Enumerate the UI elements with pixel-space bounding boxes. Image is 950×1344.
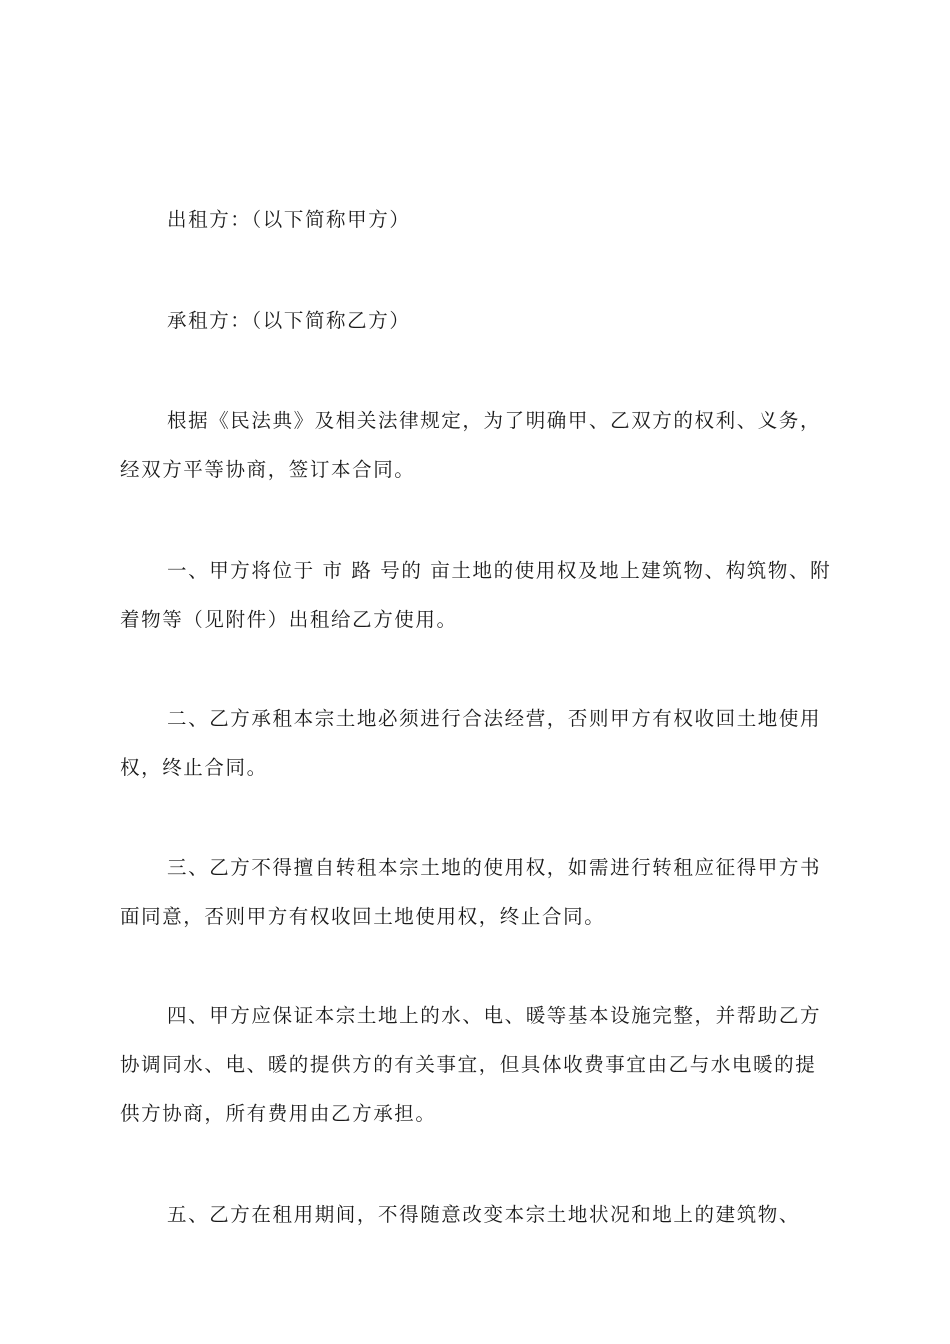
clause-3: 三、乙方不得擅自转租本宗土地的使用权，如需进行转租应征得甲方书面同意，否则甲方有权收回土地使用权，终止合同。: [120, 856, 822, 928]
clause-5: 五、乙方在租用期间，不得随意改变本宗土地状况和地上的建筑物、: [167, 1203, 801, 1226]
clause-2: 二、乙方承租本宗土地必须进行合法经营，否则甲方有权收回土地使用权，终止合同。: [120, 707, 822, 779]
intro-paragraph: 根据《民法典》及相关法律规定，为了明确甲、乙双方的权利、义务，经双方平等协商，签订本合同。: [120, 409, 822, 481]
clause-4: 四、甲方应保证本宗土地上的水、电、暖等基本设施完整，并帮助乙方协调同水、电、暖的提供方的有关事宜，但具体收费事宜由乙与水电暖的提供方协商，所有费用由乙方承担。: [120, 1004, 822, 1125]
lessee-line: 承租方：（以下简称乙方）: [167, 309, 411, 332]
lessor-line: 出租方：（以下简称甲方）: [167, 208, 411, 231]
clause-1: 一、甲方将位于 市 路 号的 亩土地的使用权及地上建筑物、构筑物、附着物等（见附件）出租给乙方使用。: [120, 559, 832, 631]
